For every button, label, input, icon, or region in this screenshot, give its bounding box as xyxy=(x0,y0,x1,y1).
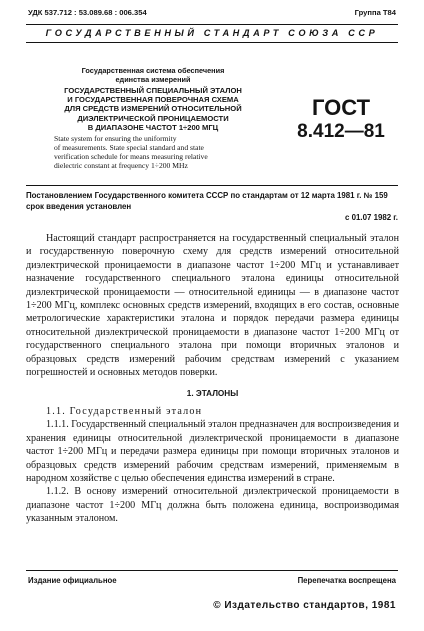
russian-title-line-3: ДЛЯ СРЕДСТВ ИЗМЕРЕНИЙ ОТНОСИТЕЛЬНОЙ xyxy=(64,104,242,114)
english-title-line-2: of measurements. State special standard and state xyxy=(54,143,204,153)
english-title xyxy=(48,134,258,170)
subsection-heading: 1.1. Государственный эталон xyxy=(46,405,203,417)
copyright-notice: © Издательство стандартов, 1981 xyxy=(213,600,396,611)
russian-title-line-4: ДИЭЛЕКТРИЧЕСКОЙ ПРОНИЦАЕМОСТИ xyxy=(77,113,229,123)
decree-text: Постановлением Государственного комитета СССР по стандартам от 12 марта 1981 г. № 159 срок введения установлен xyxy=(26,191,388,211)
divider-rule xyxy=(26,185,398,186)
group-code: Группа Т84 xyxy=(354,8,396,17)
gost-designation xyxy=(286,96,396,144)
system-line-1: Государственная система обеспечения xyxy=(81,66,225,75)
paragraph-1-1-2: 1.1.2. В основу измерений относительной диэлектрической проницаемости в диапазоне частот 1÷200 МГц должна быть положена единица, воспроизводимая указанным эталоном. xyxy=(26,486,399,525)
paragraph-1-1-1: 1.1.1. Государственный специальный эталон предназначен для воспроизведения и хранения единицы относительной диэлектрической проницаемости в диапазоне частот 1÷200 МГц и передачи размера единицы при помощи вторичных эталонов и образцовых средств измерений рабочим средствам измерений, применяемым в народном хозяйстве с целью обеспечения единства измерений в стране. xyxy=(26,419,399,484)
gost-label: ГОСТ xyxy=(311,95,371,120)
section-heading: 1. ЭТАЛОНЫ xyxy=(186,389,239,399)
russian-title-line-2: И ГОСУДАРСТВЕННАЯ ПОВЕРОЧНАЯ СХЕМА xyxy=(67,95,239,105)
russian-title-line-5: В ДИАПАЗОНЕ ЧАСТОТ 1÷200 МГЦ xyxy=(87,122,219,132)
system-line-2: единства измерений xyxy=(115,75,191,84)
english-title-line-3: verification schedule for means measuring relative xyxy=(54,152,208,162)
udk-code: УДК 537.712 : 53.089.68 : 006.354 xyxy=(28,8,147,17)
gost-number: 8.412—81 xyxy=(297,121,385,142)
footer-rule xyxy=(26,570,398,571)
standard-banner: ГОСУДАРСТВЕННЫЙ СТАНДАРТ СОЮЗА ССР xyxy=(26,24,398,43)
english-title-line-1: State system for ensuring the uniformity xyxy=(54,134,177,144)
russian-title-line-1: ГОСУДАРСТВЕННЫЙ СПЕЦИАЛЬНЫЙ ЭТАЛОН xyxy=(64,86,242,95)
title-block xyxy=(48,66,258,170)
reprint-notice: Перепечатка воспрещена xyxy=(297,576,396,585)
english-title-line-4: dielectric constant at frequency 1÷200 MHz xyxy=(54,161,188,171)
russian-title xyxy=(48,86,258,132)
introduction-date: с 01.07 1982 г. xyxy=(345,213,398,222)
body-text xyxy=(26,232,399,526)
intro-paragraph: Настоящий стандарт распространяется на государственный специальный эталон и государственную поверочную схему для средств измерений относительной диэлектрической проницаемости в диапазоне частот 1÷200 МГц и устанавливает назначение государственного специального эталона единицы относительной диэлектрической проницаемости — относительной единицы — в диапазоне частот 1÷200 МГц, комплекс основных средств измерений, входящих в его состав, основные метрологические характеристики эталона и порядок передачи размера единицы относительной диэлектрической проницаемости в диапазоне частот 1÷200 МГц от государственного специального эталона при помощи вторичных эталонов и образцовых средств измерений рабочим средствам измерений с указанием погрешностей и основных методов поверки. xyxy=(26,233,399,379)
official-edition: Издание официальное xyxy=(28,576,117,585)
